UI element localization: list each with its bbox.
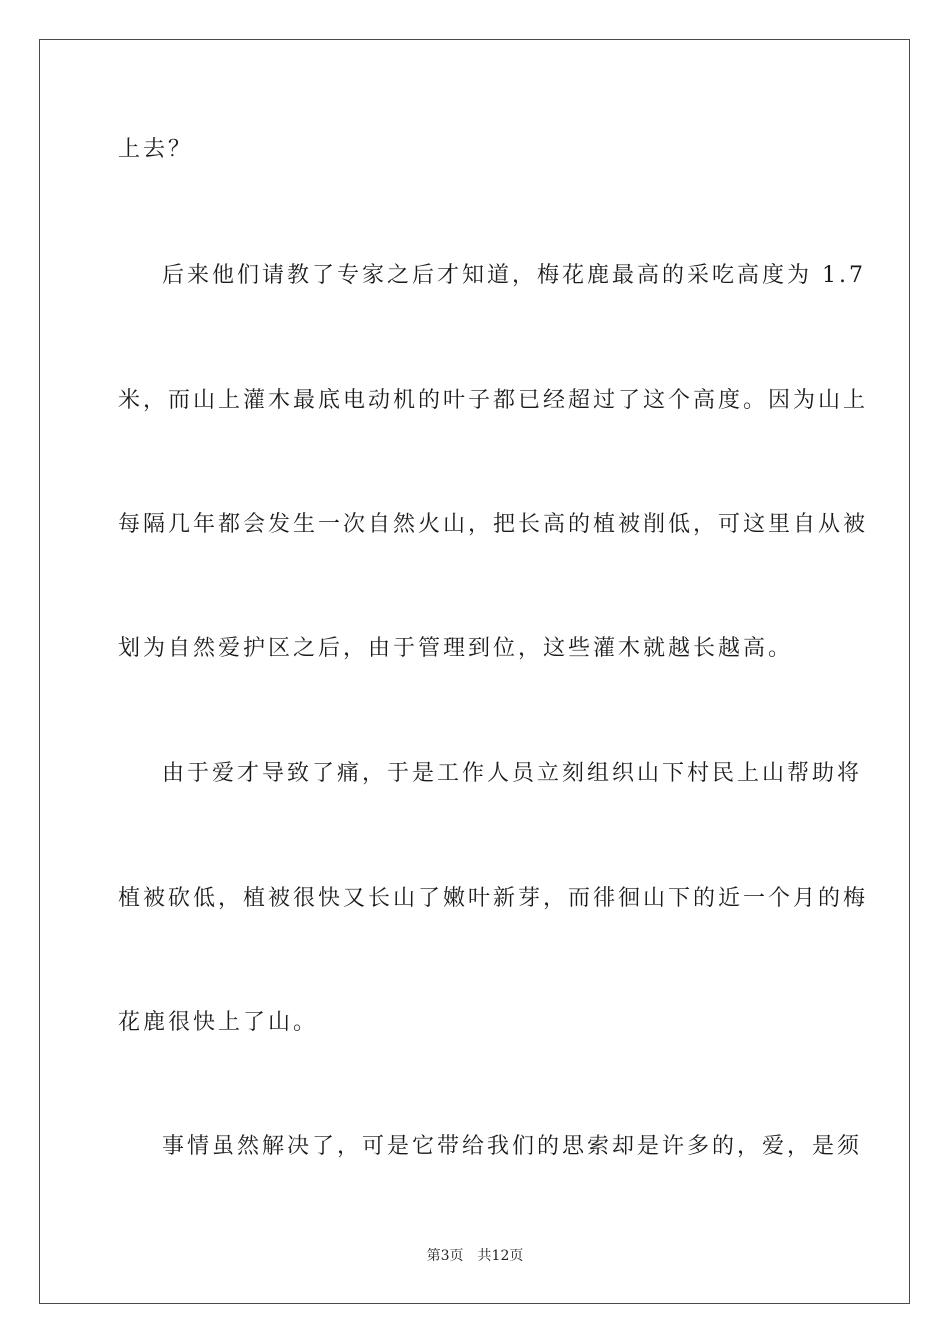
text-line: 上去？ (118, 137, 194, 162)
text-line: 划为自然爱护区之后，由于管理到位，这些灌木就越长越高。 (118, 636, 794, 661)
text-line: 植被砍低，植被很快又长山了嫩叶新芽，而徘徊山下的近一个月的梅 (118, 886, 869, 911)
text-line: 米，而山上灌木最底电动机的叶子都已经超过了这个高度。因为山上 (118, 388, 869, 413)
paragraph-start-line: 后来他们请教了专家之后才知道，梅花鹿最高的采吃高度为 1.7 (162, 263, 866, 288)
paragraph-start-line: 由于爱才导致了痛，于是工作人员立刻组织山下村民上山帮助将 (162, 761, 863, 786)
text-line: 花鹿很快上了山。 (118, 1010, 319, 1035)
paragraph-start-line: 事情虽然解决了，可是它带给我们的思索却是许多的，爱，是须 (162, 1134, 863, 1159)
page-number-footer: 第3页 共12页 (426, 1248, 524, 1264)
page-frame (39, 39, 910, 1304)
text-line: 每隔几年都会发生一次自然火山，把长高的植被削低，可这里自从被 (118, 512, 869, 537)
